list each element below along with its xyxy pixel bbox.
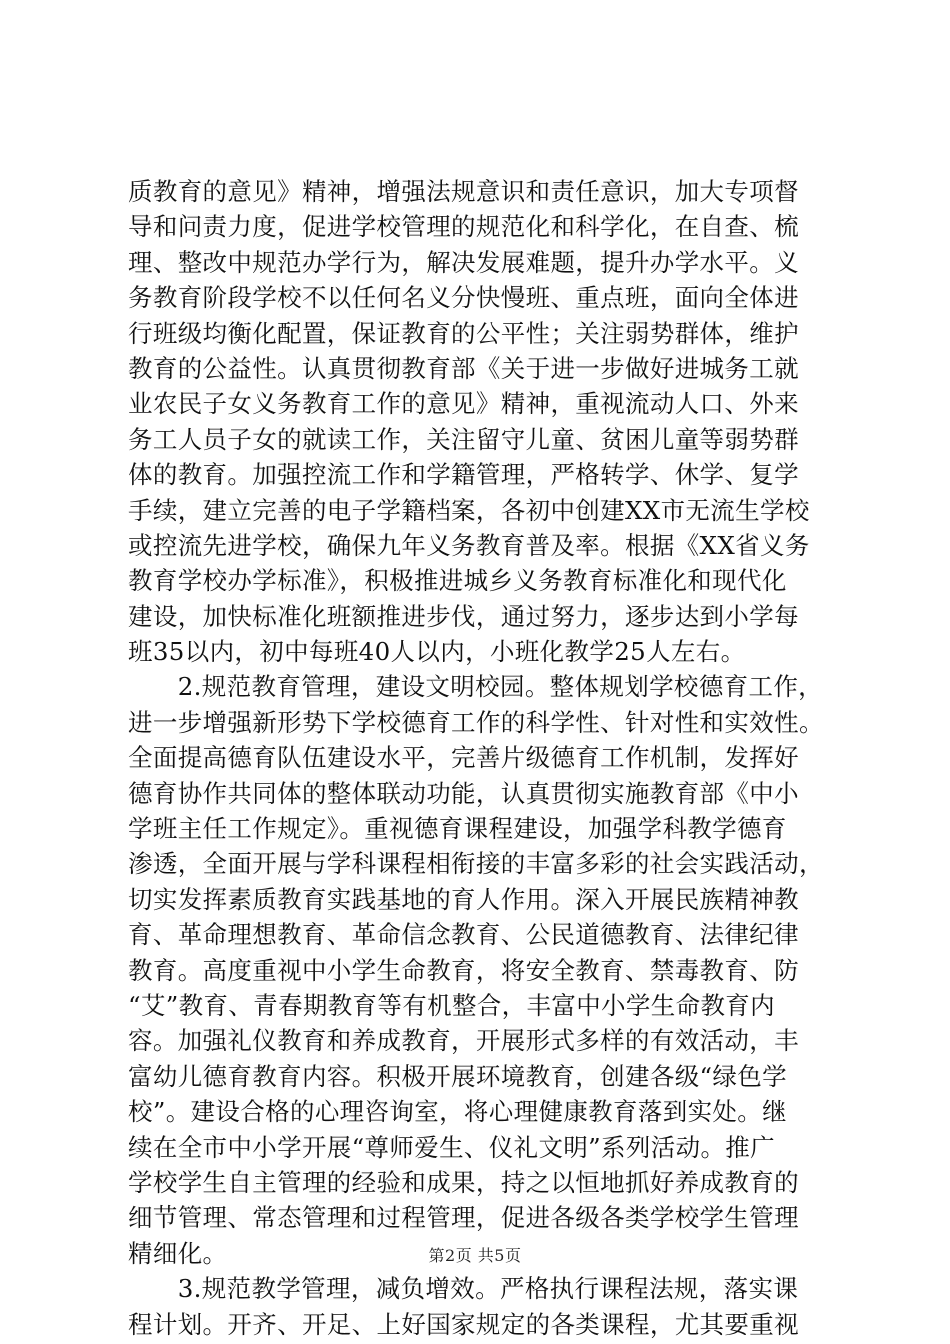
text-line: 教育的公益性。认真贯彻教育部《关于进一步做好进城务工就 bbox=[128, 353, 799, 383]
text-line: 导和问责力度，促进学校管理的规范化和科学化，在自查、梳 bbox=[128, 212, 799, 242]
text-line: 育、革命理想教育、革命信念教育、公民道德教育、法律纪律 bbox=[128, 920, 799, 950]
text-line: 容。加强礼仪教育和养成教育，开展形式多样的有效活动，丰 bbox=[128, 1026, 799, 1056]
text-line: 全面提高德育队伍建设水平，完善片级德育工作机制，发挥好 bbox=[128, 743, 799, 773]
text-line: 质教育的意见》精神，增强法规意识和责任意识，加大专项督 bbox=[128, 177, 799, 206]
text-line: 切实发挥素质教育实践基地的育人作用。深入开展民族精神教 bbox=[128, 884, 799, 914]
text-line: 行班级均衡化配置，保证教育的公平性；关注弱势群体，维护 bbox=[128, 318, 799, 348]
text-line: 校”。建设合格的心理咨询室，将心理健康教育落到实处。继 bbox=[128, 1097, 787, 1127]
text-line: 3.规范教学管理，减负增效。严格执行课程法规，落实课 bbox=[128, 1274, 799, 1304]
text-line: 学班主任工作规定》。重视德育课程建设，加强学科教学德育 bbox=[128, 814, 787, 844]
text-line: “艾”教育、青春期教育等有机整合，丰富中小学生命教育内 bbox=[128, 990, 775, 1020]
text-line: 精细化。 bbox=[128, 1238, 228, 1268]
text-line: 务教育阶段学校不以任何名义分快慢班、重点班，面向全体进 bbox=[128, 283, 799, 313]
text-line: 手续，建立完善的电子学籍档案，各初中创建XX市无流生学校 bbox=[128, 495, 810, 525]
text-line: 学校学生自主管理的经验和成果，持之以恒地抓好养成教育的 bbox=[128, 1167, 799, 1197]
text-line: 进一步增强新形势下学校德育工作的科学性、针对性和实效性。 bbox=[128, 707, 824, 737]
text-line: 或控流先进学校，确保九年义务教育普及率。根据《XX省义务 bbox=[128, 530, 810, 560]
text-line: 程计划。开齐、开足、上好国家规定的各类课程，尤其要重视 bbox=[128, 1309, 799, 1339]
text-line: 2.规范教育管理，建设文明校园。整体规划学校德育工作， bbox=[128, 672, 824, 702]
text-line: 细节管理、常态管理和过程管理，促进各级各类学校学生管理 bbox=[128, 1203, 799, 1233]
text-line: 理、整改中规范办学行为，解决发展难题，提升办学水平。义 bbox=[128, 247, 799, 277]
page-footer: 第2页 共5页 bbox=[428, 1246, 522, 1265]
text-line: 渗透，全面开展与学科课程相衔接的丰富多彩的社会实践活动， bbox=[128, 849, 824, 879]
body-text bbox=[128, 174, 833, 1342]
text-line: 建设，加快标准化班额推进步伐，通过努力，逐步达到小学每 bbox=[128, 601, 799, 631]
text-line: 教育。高度重视中小学生命教育，将安全教育、禁毒教育、防 bbox=[128, 955, 799, 985]
text-line: 续在全市中小学开展“尊师爱生、仪礼文明”系列活动。推广 bbox=[128, 1132, 775, 1162]
text-line: 业农民子女义务教育工作的意见》精神，重视流动人口、外来 bbox=[128, 389, 799, 419]
text-line: 富幼儿德育教育内容。积极开展环境教育，创建各级“绿色学 bbox=[128, 1061, 787, 1091]
text-line: 班35以内，初中每班40人以内，小班化教学25人左右。 bbox=[128, 637, 746, 667]
text-line: 德育协作共同体的整体联动功能，认真贯彻实施教育部《中小 bbox=[128, 778, 799, 808]
text-line: 体的教育。加强控流工作和学籍管理，严格转学、休学、复学 bbox=[128, 460, 799, 490]
text-line: 教育学校办学标准》，积极推进城乡义务教育标准化和现代化 bbox=[128, 566, 787, 596]
text-line: 务工人员子女的就读工作，关注留守儿童、贫困儿童等弱势群 bbox=[128, 424, 799, 454]
